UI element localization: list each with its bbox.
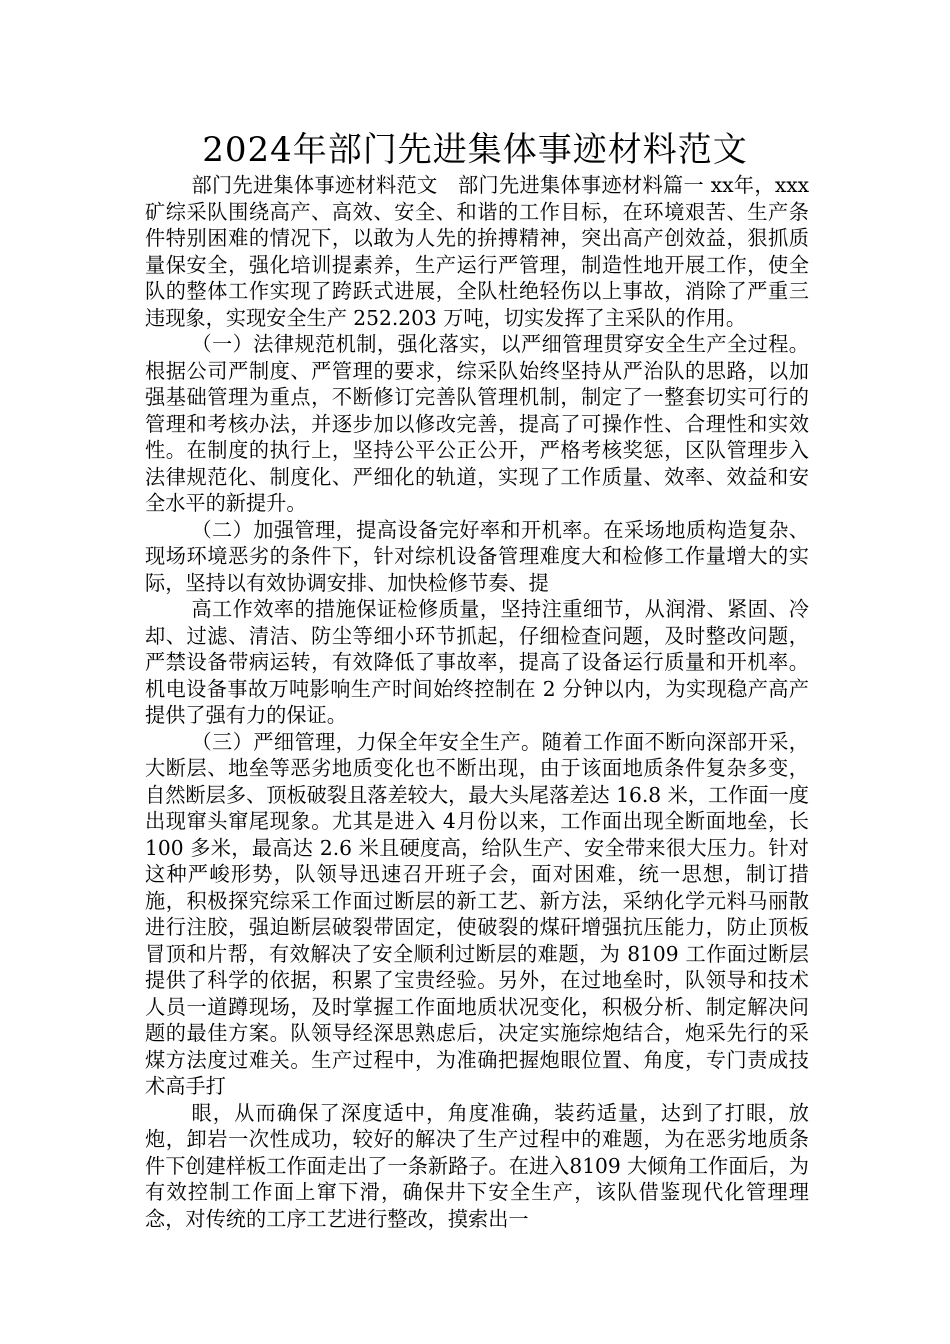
paragraph-section-3-continued: 眼，从而确保了深度适中，角度准确，装药适量，达到了打眼，放炮，卸岩一次性成功，较好的解决了生产过程中的难题，为在恶劣地质条件下创建样板工作面走出了一条新路子。在进入8109 大倾角工作面后，为有效控制工作面上窜下滑，确保井下安全生产，该队借鉴现代化管理理念，对传统的工序工艺进行整改，摸索出一 [145, 1100, 809, 1231]
document-title: 2024年部门先进集体事迹材料范文 [202, 130, 748, 170]
document-body [145, 172, 809, 1232]
paragraph-section-2: （二）加强管理，提高设备完好率和开机率。在采场地质构造复杂、现场环境恶劣的条件下，针对综机设备管理难度大和检修工作量增大的实际，坚持以有效协调安排、加快检修节奏、提 [145, 517, 809, 595]
paragraph-intro: 部门先进集体事迹材料范文 部门先进集体事迹材料篇一 xx年，xxx 矿综采队围绕高产、高效、安全、和谐的工作目标，在环境艰苦、生产条件特别困难的情况下，以敢为人先的拚搏精神，突出高产创效益，狠抓质量保安全，强化培训提素养，生产运行严管理，制造性地开展工作，使全队的整体工作实现了跨跃式进展，全队杜绝轻伤以上事故，消除了严重三违现象，实现安全生产 252.203 万吨，切实发挥了主采队的作用。 [145, 173, 809, 330]
paragraph-section-1: （一）法律规范机制，强化落实，以严细管理贯穿安全生产全过程。根据公司严制度、严管理的要求，综采队始终坚持从严治队的思路，以加强基础管理为重点，不断修订完善队管理机制，制定了一整套切实可行的管理和考核办法，并逐步加以修改完善，提高了可操作性、合理性和实效性。在制度的执行上，坚持公平公正公开，严格考核奖惩，区队管理步入法律规范化、制度化、严细化的轨道，实现了工作质量、效率、效益和安全水平的新提升。 [145, 332, 809, 515]
paragraph-section-2-continued: 高工作效率的措施保证检修质量，坚持注重细节，从润滑、紧固、冷却、过滤、清洁、防尘等细小环节抓起，仔细检查问题，及时整改问题，严禁设备带病运转，有效降低了事故率，提高了设备运行质量和开机率。机电设备事故万吨影响生产时间始终控制在 2 分钟以内，为实现稳产高产提供了强有力的保证。 [145, 597, 809, 727]
paragraph-section-3: （三）严细管理，力保全年安全生产。随着工作面不断向深部开采，大断层、地垒等恶劣地质变化也不断出现，由于该面地质条件复杂多变，自然断层多、顶板破裂且落差较大，最大头尾落差达 16.8 米，工作面一度出现窜头窜尾现象。尤其是进入 4月份以来，工作面出现全断面地垒，长 100 多米，最高达 2.6 米且硬度高，给队生产、安全带来很大压力。针对这种严峻形势，队领导迅速召开班子会，面对困难，统一思想，制订措施，积极探究综采工作面过断层的新工艺、新方法，采纳化学元料马丽散进行注胶，强迫断层破裂带固定，使破裂的煤矸增强抗压能力，防止顶板冒顶和片帮，有效解决了安全顺利过断层的难题，为 8109 工作面过断层提供了科学的依据，积累了宝贵经验。另外，在过地垒时，队领导和技术人员一道蹲现场，及时掌握工作面地质状况变化，积极分析、制定解决问题的最佳方案。队领导经深思熟虑后，决定实施综炮结合，炮采先行的采煤方法度过难关。生产过程中，为准确把握炮眼位置、角度，专门责成技术高手打 [145, 729, 809, 1098]
